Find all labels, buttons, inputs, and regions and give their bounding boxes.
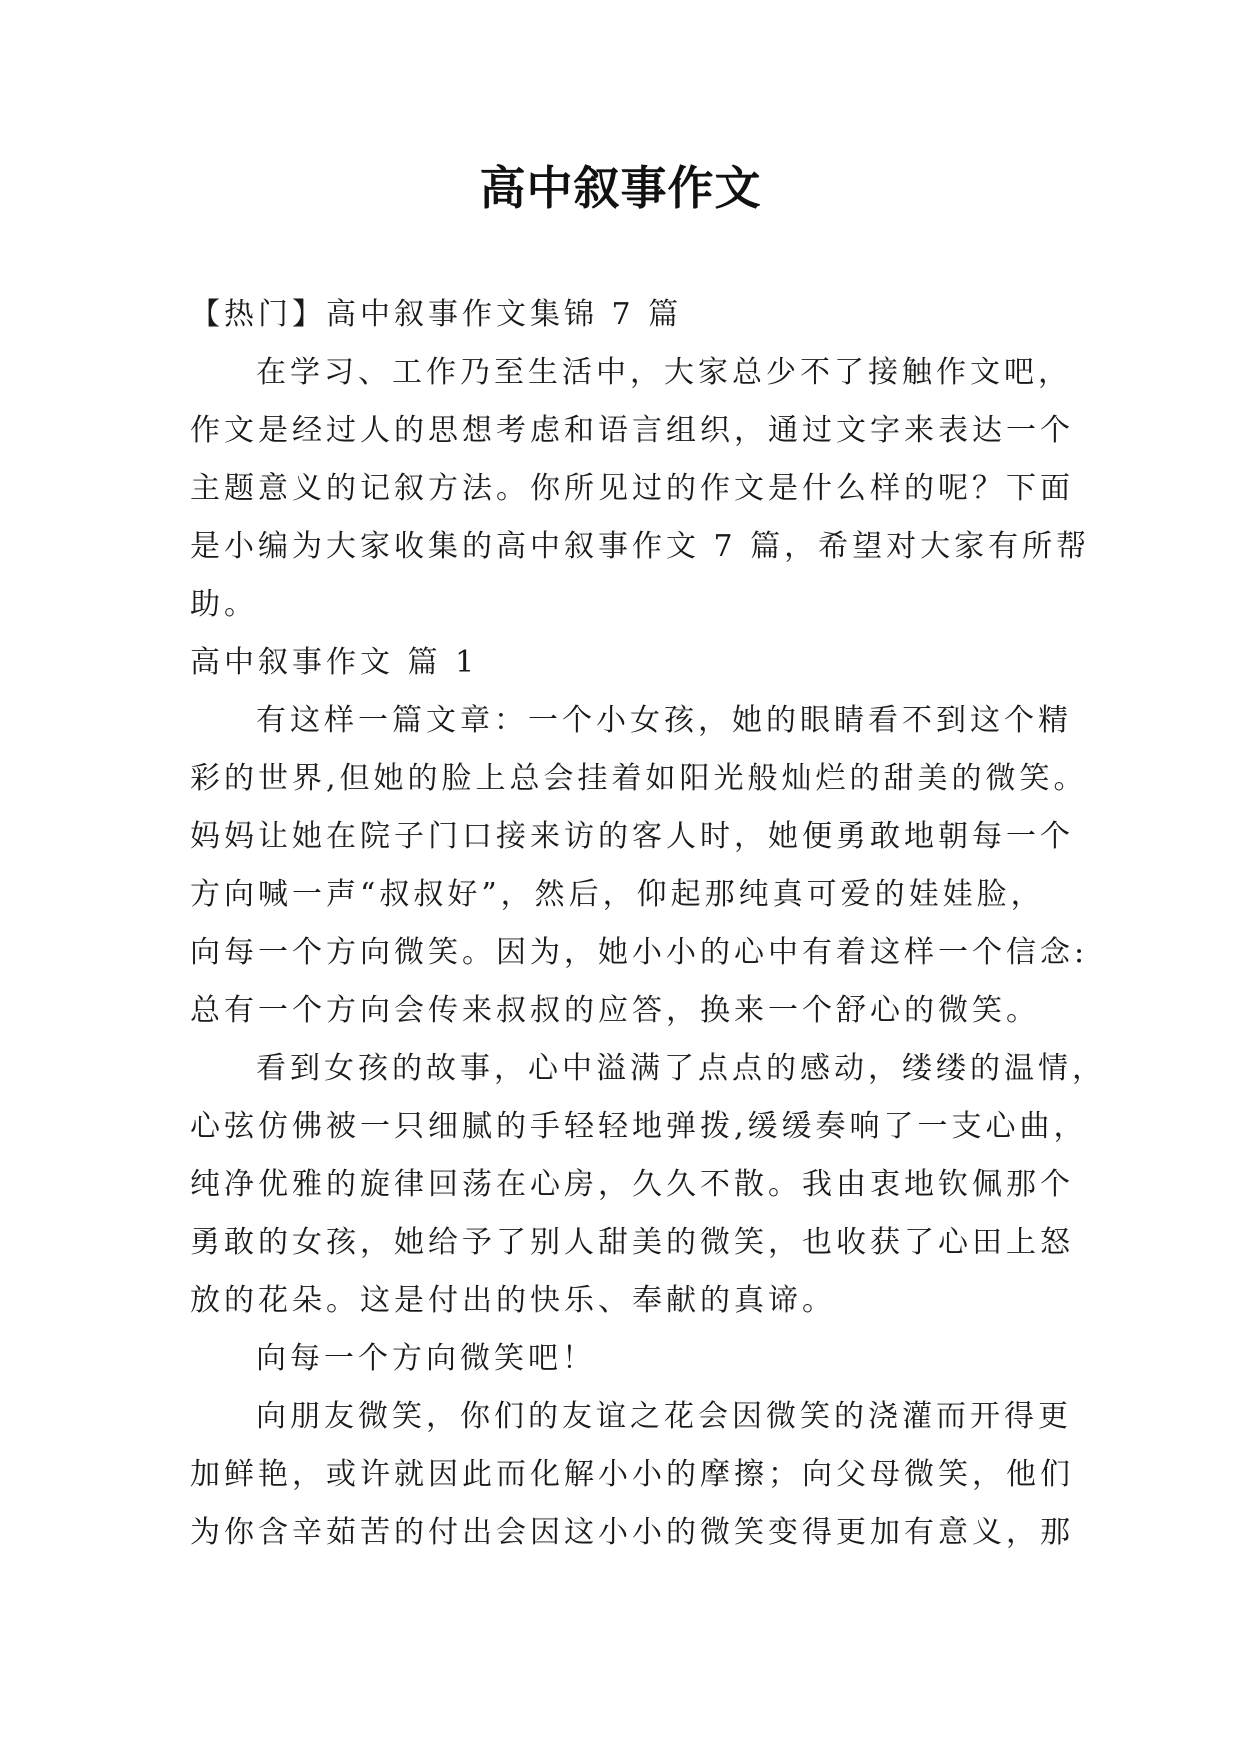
intro-paragraph-line: 作文是经过人的思想考虑和语言组织，通过文字来表达一个 (190, 413, 1074, 448)
document-body (190, 286, 1106, 1562)
intro-heading: 【热门】高中叙事作文集锦 7 篇 (190, 297, 683, 332)
paragraph-line: 纯净优雅的旋律回荡在心房，久久不散。我由衷地钦佩那个 (190, 1167, 1074, 1202)
document-title: 高中叙事作文 (479, 161, 762, 215)
intro-paragraph-line: 助。 (190, 587, 258, 622)
intro-paragraph-line: 主题意义的记叙方法。你所见过的作文是什么样的呢？下面 (190, 471, 1074, 506)
paragraph-line: 勇敢的女孩，她给予了别人甜美的微笑，也收获了心田上怒 (190, 1225, 1074, 1260)
paragraph-line: 放的花朵。这是付出的快乐、奉献的真谛。 (190, 1283, 836, 1318)
intro-paragraph-line: 是小编为大家收集的高中叙事作文 7 篇，希望对大家有所帮 (190, 529, 1091, 564)
paragraph-line: 向每一个方向微笑。因为，她小小的心中有着这样一个信念: (190, 935, 1089, 970)
paragraph-line: 总有一个方向会传来叔叔的应答，换来一个舒心的微笑。 (190, 993, 1040, 1028)
intro-paragraph-line: 在学习、工作乃至生活中，大家总少不了接触作文吧， (256, 355, 1072, 390)
paragraph-line: 向每一个方向微笑吧！ (256, 1341, 596, 1376)
paragraph-line: 彩的世界,但她的脸上总会挂着如阳光般灿烂的甜美的微笑。 (190, 761, 1088, 796)
paragraph-line: 看到女孩的故事，心中溢满了点点的感动，缕缕的温情， (256, 1051, 1106, 1086)
paragraph-line: 妈妈让她在院子门口接来访的客人时，她便勇敢地朝每一个 (190, 819, 1074, 854)
paragraph-line: 心弦仿佛被一只细腻的手轻轻地弹拨,缓缓奏响了一支心曲， (190, 1109, 1088, 1144)
section-heading: 高中叙事作文 篇 1 (190, 645, 479, 680)
paragraph-line: 有这样一篇文章：一个小女孩，她的眼睛看不到这个精 (256, 703, 1072, 738)
paragraph-line: 加鲜艳，或许就因此而化解小小的摩擦；向父母微笑，他们 (190, 1457, 1074, 1492)
paragraph-line: 为你含辛茹苦的付出会因这小小的微笑变得更加有意义，那 (190, 1515, 1074, 1550)
paragraph-line: 向朋友微笑，你们的友谊之花会因微笑的浇灌而开得更 (256, 1399, 1072, 1434)
paragraph-line: 方向喊一声“叔叔好”，然后，仰起那纯真可爱的娃娃脸， (190, 877, 1045, 912)
